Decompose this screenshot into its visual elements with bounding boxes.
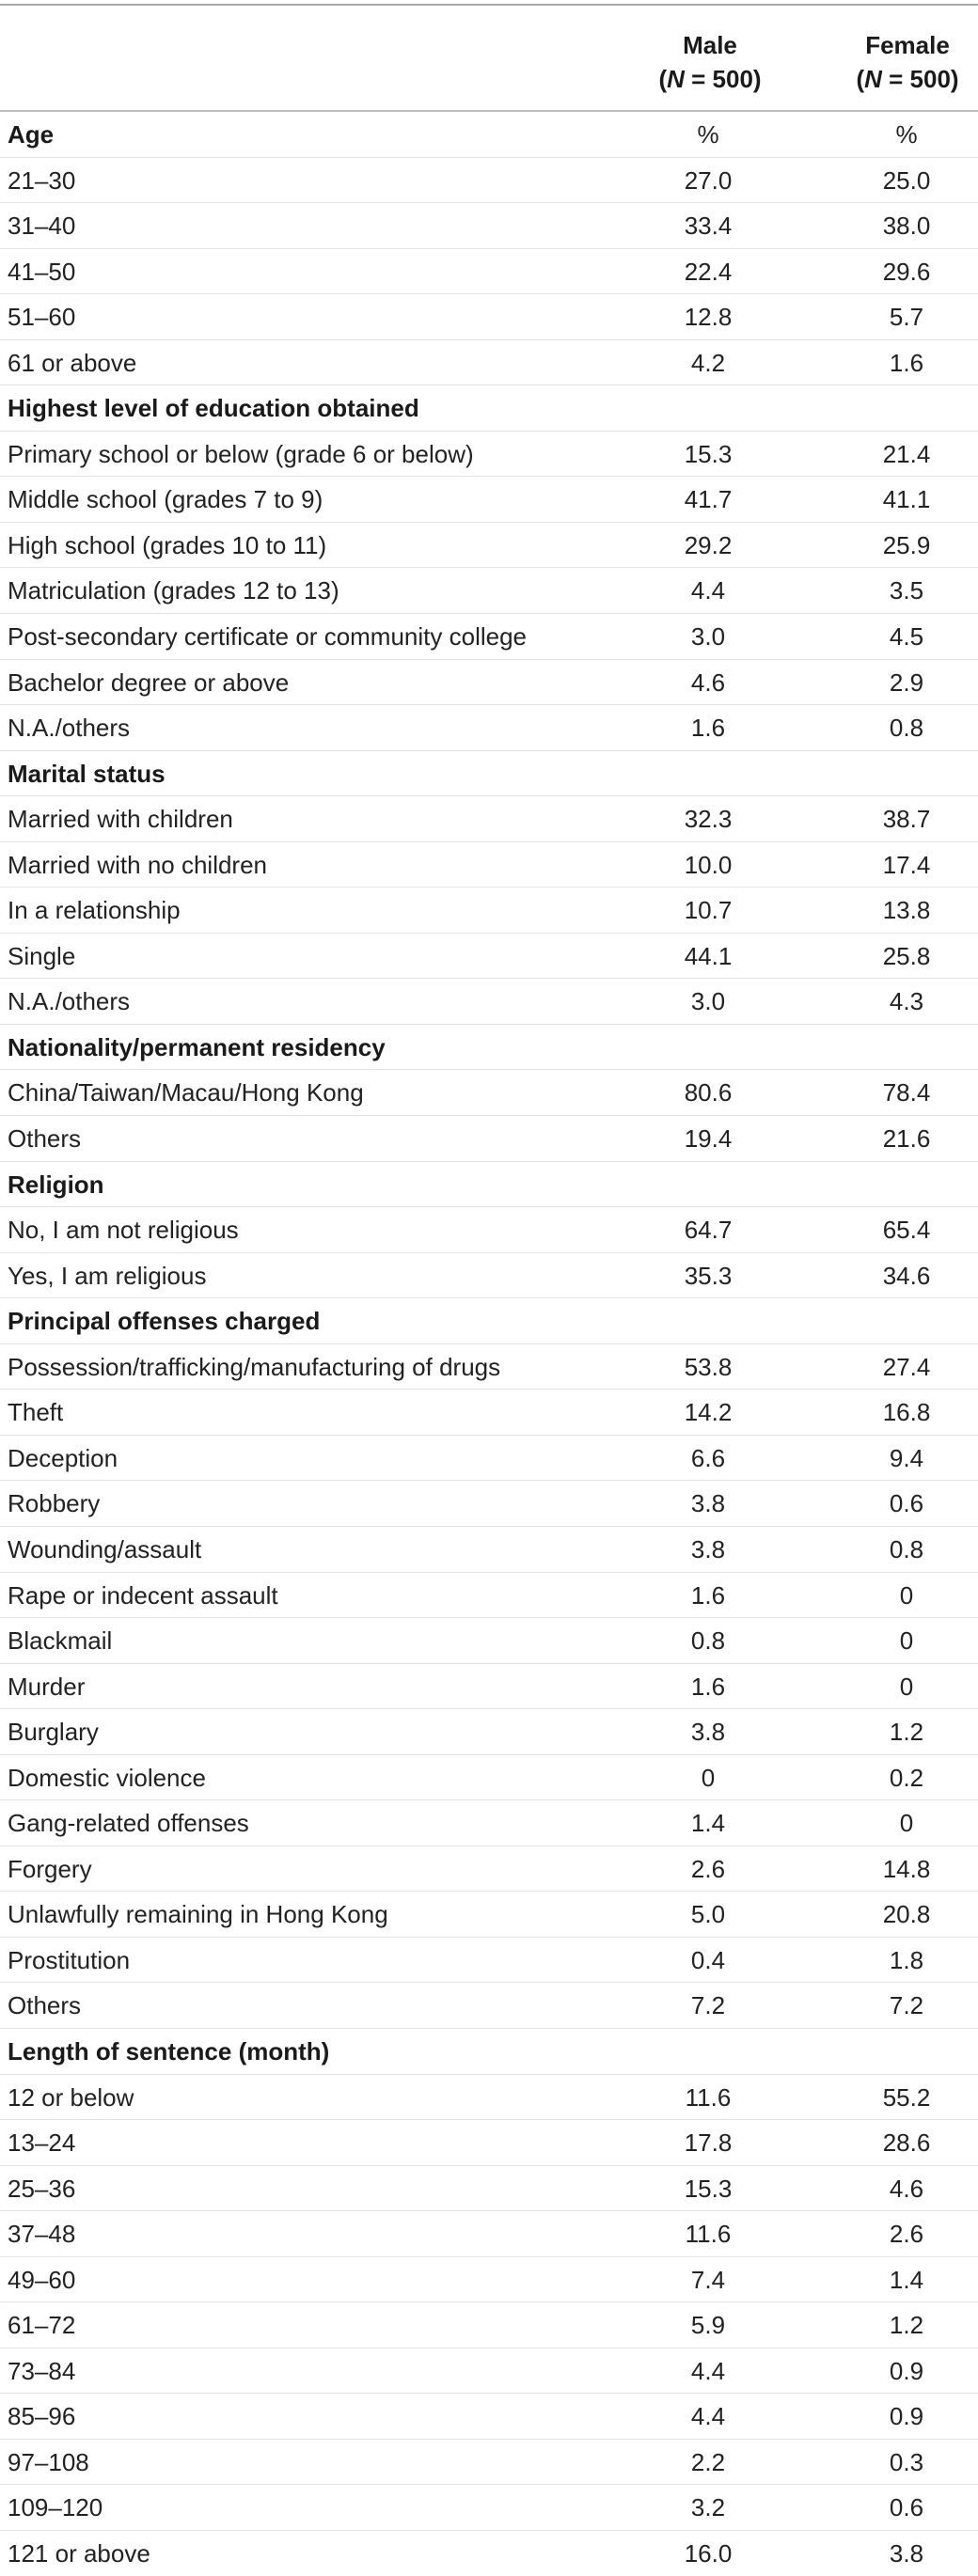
male-value: 2.2 xyxy=(690,2447,726,2476)
female-value: 21.4 xyxy=(882,439,931,468)
table-row xyxy=(0,1938,978,1984)
male-value: 80.6 xyxy=(684,1078,733,1107)
row-label: Bachelor degree or above xyxy=(8,668,290,697)
section-header-row xyxy=(0,1025,978,1071)
male-value: 4.6 xyxy=(690,668,726,697)
female-value: 17.4 xyxy=(882,850,931,879)
female-value: 38.7 xyxy=(882,805,931,834)
male-value: 15.3 xyxy=(684,439,733,468)
female-value: 1.4 xyxy=(889,2265,924,2294)
row-label: 109–120 xyxy=(8,2493,103,2522)
row-label: N.A./others xyxy=(8,714,131,743)
table-row xyxy=(0,660,978,706)
male-value: 10.7 xyxy=(684,896,733,925)
table-row xyxy=(0,1070,978,1116)
female-value: 25.9 xyxy=(882,530,931,559)
female-value: 0.2 xyxy=(889,1763,924,1792)
table-row xyxy=(0,1846,978,1893)
female-value: 1.6 xyxy=(889,348,924,377)
female-value: 21.6 xyxy=(882,1124,931,1154)
table-row xyxy=(0,1390,978,1436)
female-value: 34.6 xyxy=(882,1261,931,1290)
female-value: 4.6 xyxy=(889,2174,924,2203)
table-row xyxy=(0,294,978,340)
row-label: 121 or above xyxy=(8,2538,150,2568)
row-label: Burglary xyxy=(8,1718,99,1747)
table-row xyxy=(0,1527,978,1573)
row-label: Wounding/assault xyxy=(8,1534,202,1563)
section-label: Religion xyxy=(8,1170,104,1199)
male-value: 0.4 xyxy=(690,1945,726,1974)
female-value: 0 xyxy=(899,1672,914,1701)
male-value: 1.6 xyxy=(690,1672,726,1701)
male-value: 3.8 xyxy=(690,1489,726,1518)
row-label: 12 or below xyxy=(8,2082,134,2112)
male-value: 11.6 xyxy=(685,2082,732,2112)
table-row xyxy=(0,2531,978,2576)
male-value: 3.8 xyxy=(690,1718,726,1747)
row-label: 13–24 xyxy=(8,2128,76,2158)
female-value: 4.3 xyxy=(889,987,924,1016)
male-value: 5.9 xyxy=(690,2311,726,2340)
male-value: 22.4 xyxy=(684,257,733,286)
row-label: Forgery xyxy=(8,1854,92,1883)
row-label: Possession/trafficking/manufacturing of drugs xyxy=(8,1352,501,1381)
row-label: Blackmail xyxy=(8,1626,113,1656)
female-value: 0.9 xyxy=(889,2402,924,2431)
section-header-row xyxy=(0,2029,978,2075)
male-value: 0.8 xyxy=(690,1626,726,1656)
row-label: Post-secondary certificate or community college xyxy=(8,622,528,652)
section-header-row xyxy=(0,1162,978,1208)
table-row xyxy=(0,887,978,934)
female-value: 28.6 xyxy=(882,2128,931,2158)
section-header-row xyxy=(0,385,978,432)
female-value: 0 xyxy=(899,1626,914,1656)
male-value: 10.0 xyxy=(684,850,733,879)
table-row xyxy=(0,614,978,660)
male-value: 3.8 xyxy=(690,1534,726,1563)
male-value: 3.0 xyxy=(690,622,726,652)
male-value: 7.2 xyxy=(690,1991,726,2020)
section-label: Length of sentence (month) xyxy=(8,2036,330,2066)
male-value: 0 xyxy=(701,1763,716,1792)
row-label: 51–60 xyxy=(8,303,76,332)
male-value: 4.4 xyxy=(690,2356,726,2385)
male-value: 1.4 xyxy=(690,1809,726,1838)
row-label: Domestic violence xyxy=(8,1763,206,1792)
table-row xyxy=(0,2440,978,2486)
table-row xyxy=(0,1436,978,1482)
female-value: 5.7 xyxy=(889,303,924,332)
male-value: 17.8 xyxy=(684,2128,733,2158)
female-value: 25.0 xyxy=(882,165,931,195)
female-value: 16.8 xyxy=(882,1398,931,1427)
male-value: 35.3 xyxy=(684,1261,733,1290)
female-value: 13.8 xyxy=(882,896,931,925)
table-row xyxy=(0,842,978,888)
table-row xyxy=(0,934,978,980)
female-value: 55.2 xyxy=(882,2082,931,2112)
row-label: 61–72 xyxy=(8,2311,76,2340)
row-label: In a relationship xyxy=(8,896,181,925)
row-label: No, I am not religious xyxy=(8,1216,239,1245)
header-male-title: Male xyxy=(683,31,737,59)
table-row xyxy=(0,2120,978,2166)
table-row xyxy=(0,979,978,1025)
row-label: Unlawfully remaining in Hong Kong xyxy=(8,1900,388,1929)
female-value: 14.8 xyxy=(882,1854,931,1883)
row-label: High school (grades 10 to 11) xyxy=(8,530,327,559)
male-value: 16.0 xyxy=(684,2538,733,2568)
section-label: Marital status xyxy=(8,759,166,788)
section-header-row xyxy=(0,1298,978,1344)
female-value: 9.4 xyxy=(889,1443,924,1472)
female-value: % xyxy=(895,120,918,149)
male-value: 44.1 xyxy=(684,941,733,970)
section-label: Age xyxy=(8,120,55,149)
row-label: Middle school (grades 7 to 9) xyxy=(8,485,323,514)
row-label: 41–50 xyxy=(8,257,76,286)
female-value: 0 xyxy=(899,1580,914,1610)
table-row xyxy=(0,1344,978,1390)
female-value: 3.5 xyxy=(889,576,924,605)
section-label: Nationality/permanent residency xyxy=(8,1032,386,1061)
header-female-title: Female xyxy=(865,31,950,59)
male-value: 6.6 xyxy=(690,1443,726,1472)
row-label: Yes, I am religious xyxy=(8,1261,207,1290)
table-row xyxy=(0,705,978,751)
table-row xyxy=(0,796,978,842)
female-value: 78.4 xyxy=(882,1078,931,1107)
row-label: Gang-related offenses xyxy=(8,1809,249,1838)
male-value: % xyxy=(697,120,719,149)
male-value: 64.7 xyxy=(684,1216,733,1245)
table-row xyxy=(0,2075,978,2121)
row-label: Matriculation (grades 12 to 13) xyxy=(8,576,339,605)
demographics-table xyxy=(0,4,978,2576)
row-label: 73–84 xyxy=(8,2356,76,2385)
table-row xyxy=(0,523,978,569)
male-value: 5.0 xyxy=(690,1900,726,1929)
table-row xyxy=(0,2485,978,2531)
table-row xyxy=(0,2257,978,2303)
male-value: 14.2 xyxy=(684,1398,733,1427)
male-value: 3.0 xyxy=(690,987,726,1016)
table-row xyxy=(0,340,978,386)
row-label: 31–40 xyxy=(8,212,76,241)
male-value: 7.4 xyxy=(690,2265,726,2294)
table-row xyxy=(0,2394,978,2440)
male-value: 12.8 xyxy=(684,303,733,332)
male-value: 33.4 xyxy=(684,212,733,241)
female-value: 2.9 xyxy=(889,668,924,697)
table-row xyxy=(0,1800,978,1846)
female-value: 65.4 xyxy=(882,1216,931,1245)
row-label: Prostitution xyxy=(8,1945,131,1974)
row-label: 37–48 xyxy=(8,2220,76,2249)
header-female-n: (N = 500) xyxy=(856,65,959,93)
male-value: 32.3 xyxy=(684,805,733,834)
female-value: 3.8 xyxy=(889,2538,924,2568)
table-row xyxy=(0,1709,978,1755)
female-value: 7.2 xyxy=(889,1991,924,2020)
table-row xyxy=(0,568,978,614)
male-value: 53.8 xyxy=(684,1352,733,1381)
row-label: 85–96 xyxy=(8,2402,76,2431)
table-row xyxy=(0,2302,978,2348)
row-label: 25–36 xyxy=(8,2174,76,2203)
female-value: 0.9 xyxy=(889,2356,924,2385)
table-row xyxy=(0,2166,978,2212)
table-row xyxy=(0,2348,978,2395)
row-label: N.A./others xyxy=(8,987,131,1016)
row-label: Others xyxy=(8,1124,82,1154)
male-value: 11.6 xyxy=(685,2220,732,2249)
male-value: 4.4 xyxy=(690,576,726,605)
row-label: Deception xyxy=(8,1443,118,1472)
male-value: 2.6 xyxy=(690,1854,726,1883)
section-header-row xyxy=(0,112,978,158)
row-label: Others xyxy=(8,1991,82,2020)
section-header-row xyxy=(0,751,978,797)
table-row xyxy=(0,477,978,523)
row-label: 61 or above xyxy=(8,348,137,377)
female-value: 27.4 xyxy=(882,1352,931,1381)
row-label: Robbery xyxy=(8,1489,101,1518)
table-row xyxy=(0,1573,978,1619)
female-value: 0.8 xyxy=(889,1534,924,1563)
male-value: 4.2 xyxy=(690,348,726,377)
table-row xyxy=(0,203,978,249)
male-value: 1.6 xyxy=(690,714,726,743)
table-row xyxy=(0,1755,978,1801)
row-label: Theft xyxy=(8,1398,64,1427)
row-label: Murder xyxy=(8,1672,86,1701)
row-label: Primary school or below (grade 6 or below) xyxy=(8,439,474,468)
female-value: 1.2 xyxy=(889,2311,924,2340)
male-value: 27.0 xyxy=(684,165,733,195)
section-label: Highest level of education obtained xyxy=(8,394,419,423)
row-label: Married with children xyxy=(8,805,233,834)
female-value: 0 xyxy=(899,1809,914,1838)
female-value: 2.6 xyxy=(889,2220,924,2249)
female-value: 0.3 xyxy=(889,2447,924,2476)
table-row xyxy=(0,158,978,204)
male-value: 15.3 xyxy=(684,2174,733,2203)
section-label: Principal offenses charged xyxy=(8,1307,321,1336)
row-label: 49–60 xyxy=(8,2265,76,2294)
female-value: 0.6 xyxy=(889,2493,924,2522)
header-male xyxy=(625,28,795,96)
table-row xyxy=(0,1618,978,1664)
female-value: 41.1 xyxy=(882,485,931,514)
female-value: 4.5 xyxy=(889,622,924,652)
header-female xyxy=(823,28,978,96)
male-value: 1.6 xyxy=(690,1580,726,1610)
row-label: Single xyxy=(8,941,76,970)
female-value: 25.8 xyxy=(882,941,931,970)
female-value: 20.8 xyxy=(882,1900,931,1929)
male-value: 19.4 xyxy=(684,1124,733,1154)
female-value: 29.6 xyxy=(882,257,931,286)
male-value: 29.2 xyxy=(684,530,733,559)
female-value: 0.6 xyxy=(889,1489,924,1518)
row-label: 21–30 xyxy=(8,165,76,195)
table-row xyxy=(0,2211,978,2257)
female-value: 1.2 xyxy=(889,1718,924,1747)
table-header xyxy=(0,6,978,112)
female-value: 1.8 xyxy=(889,1945,924,1974)
table-row xyxy=(0,1892,978,1938)
male-value: 3.2 xyxy=(690,2493,726,2522)
male-value: 41.7 xyxy=(684,485,733,514)
male-value: 4.4 xyxy=(690,2402,726,2431)
header-male-n: (N = 500) xyxy=(658,65,762,93)
table-row xyxy=(0,1983,978,2029)
female-value: 0.8 xyxy=(889,714,924,743)
table-row xyxy=(0,249,978,295)
row-label: Married with no children xyxy=(8,850,268,879)
table-row xyxy=(0,1664,978,1710)
female-value: 38.0 xyxy=(882,212,931,241)
row-label: China/Taiwan/Macau/Hong Kong xyxy=(8,1078,364,1107)
row-label: 97–108 xyxy=(8,2447,89,2476)
table-row xyxy=(0,1207,978,1253)
row-label: Rape or indecent assault xyxy=(8,1580,278,1610)
table-row xyxy=(0,1116,978,1162)
table-row xyxy=(0,1481,978,1527)
table-row xyxy=(0,432,978,478)
table-body xyxy=(0,112,978,2576)
table-row xyxy=(0,1253,978,1299)
